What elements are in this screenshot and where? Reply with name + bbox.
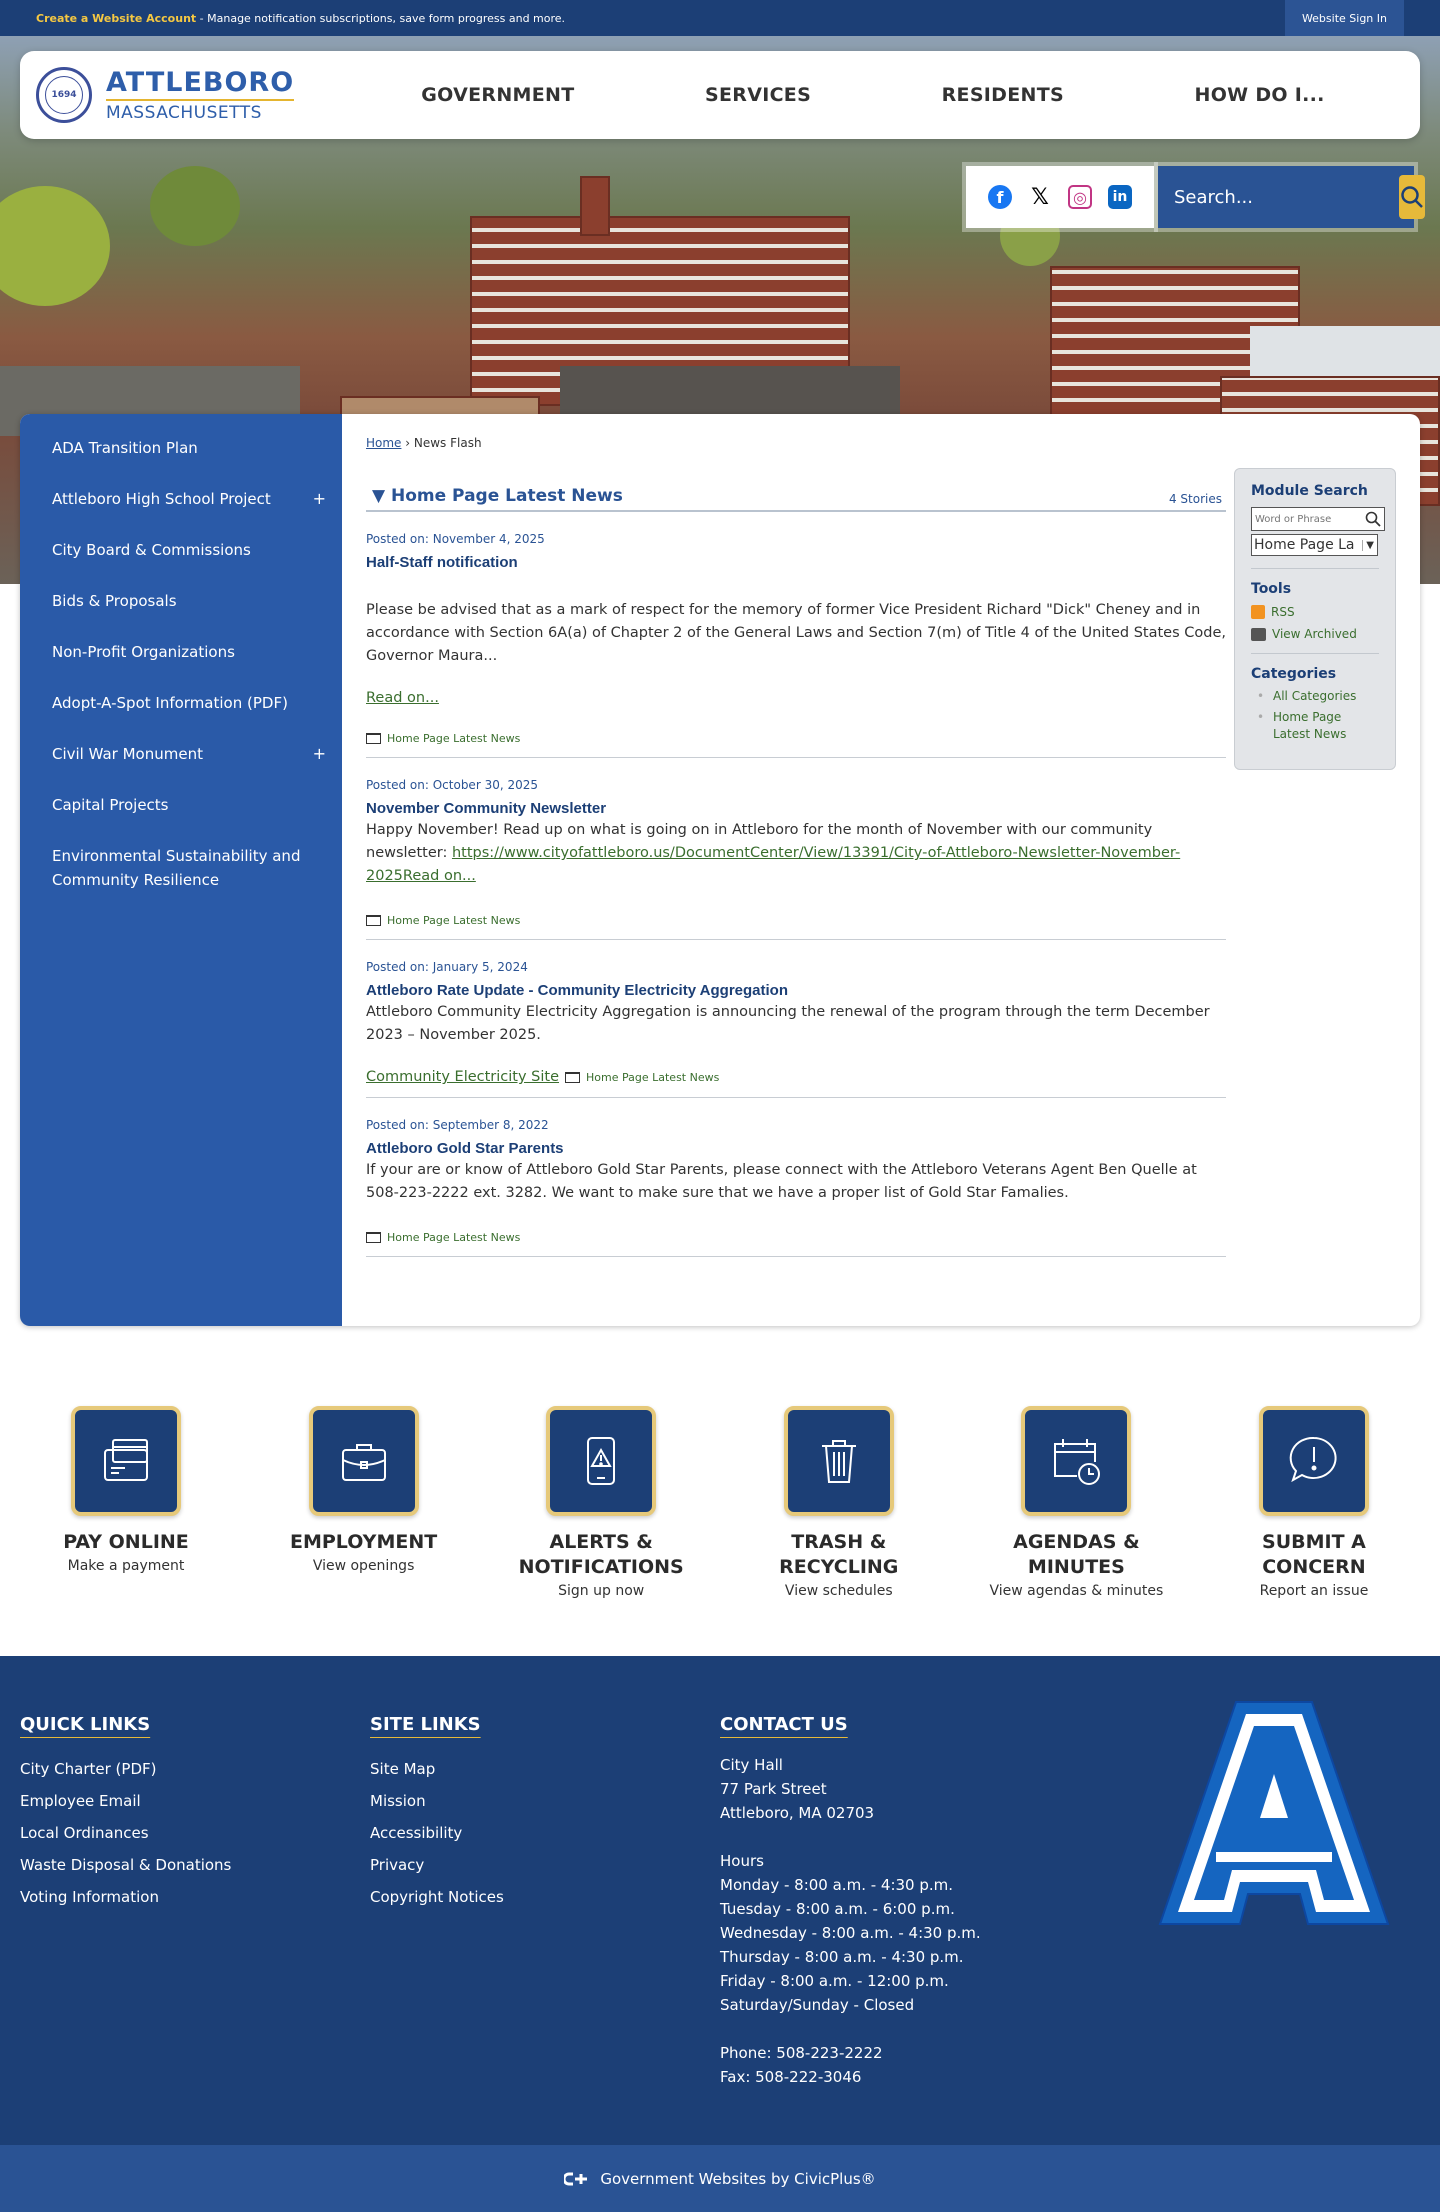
site-footer (0, 1656, 1440, 2145)
contact-spacer (720, 1825, 1120, 1849)
expand-icon[interactable]: + (312, 489, 326, 508)
rss-link[interactable] (1251, 605, 1379, 619)
hero-tree (150, 166, 240, 246)
story-category (366, 1231, 1226, 1244)
main-nav (356, 84, 1420, 106)
sidebar-item-label: Bids & Proposals (52, 592, 177, 610)
tile-employment[interactable] (258, 1406, 470, 1599)
archived-label: View Archived (1272, 627, 1357, 641)
news-story (366, 1098, 1226, 1257)
news-story (366, 940, 1226, 1098)
story-body (366, 819, 1226, 888)
story-category (366, 914, 1226, 927)
tile-subtitle: Sign up now (558, 1583, 645, 1599)
tile-subtitle: Report an issue (1259, 1583, 1369, 1599)
site-links-title: SITE LINKS (370, 1714, 481, 1735)
story-date: Posted on: January 5, 2024 (366, 960, 528, 974)
sidebar-item-label: Adopt-A-Spot Information (PDF) (52, 694, 288, 712)
module-category-select[interactable] (1251, 534, 1378, 556)
tile-title: SUBMIT A CONCERN (1262, 1531, 1366, 1578)
sidebar-item-adopt-a-spot[interactable] (20, 679, 342, 730)
tile-title: PAY ONLINE (63, 1531, 189, 1553)
contact-line: Monday - 8:00 a.m. - 4:30 p.m. (720, 1876, 954, 1894)
category-icon (366, 915, 381, 926)
tile-trash[interactable] (733, 1406, 945, 1599)
divider (1251, 653, 1379, 654)
chat-alert-icon (1259, 1406, 1369, 1516)
site-header (20, 51, 1420, 139)
top-bar (0, 0, 1440, 36)
tile-subtitle: Make a payment (67, 1558, 185, 1574)
news-list (366, 486, 1226, 1257)
quick-access-tiles (0, 1406, 1440, 1599)
category-link[interactable]: Home Page Latest News (586, 1070, 720, 1084)
credit-bar (0, 2145, 1440, 2212)
story-title[interactable]: November Community Newsletter (366, 800, 607, 817)
tile-agendas[interactable] (970, 1406, 1182, 1599)
wallet-icon (71, 1406, 181, 1516)
attleboro-a-logo (1158, 1700, 1390, 1932)
contact-line: Phone: 508-223-2222 (720, 2044, 883, 2062)
breadcrumb-home[interactable]: Home (366, 436, 402, 450)
footer-link[interactable]: Accessibility (370, 1824, 463, 1842)
sidebar-item-high-school[interactable] (20, 475, 342, 526)
footer-link[interactable]: Site Map (370, 1760, 436, 1778)
category-icon (565, 1072, 580, 1083)
hero-rooftop (1250, 326, 1440, 376)
story-body: If your are or know of Attleboro Gold Star Parents, please connect with the Attleboro Veterans Agent Ben Quelle at 508-223-2222 ext. 3282. We want to make sure that we have a proper list of Gold Star Famalies. (366, 1162, 1197, 1201)
contact-line: Attleboro, MA 02703 (720, 1804, 875, 1822)
civicplus-icon (564, 2171, 590, 2187)
newsletter-link[interactable]: https://www.cityofattleboro.us/DocumentCenter/View/13391/City-of-Attleboro-Newsletter-November-2025Read on... (366, 845, 1181, 884)
instagram-icon[interactable]: ◎ (1068, 185, 1092, 209)
footer-link[interactable]: Privacy (370, 1856, 425, 1874)
sidebar-item-boards[interactable] (20, 526, 342, 577)
content-panel (20, 414, 1420, 1326)
select-value: Home Page La (1254, 537, 1355, 553)
tile-title: TRASH & RECYCLING (779, 1531, 899, 1578)
chevron-down-icon: ▼ (1362, 540, 1377, 551)
logo-state: MASSACHUSETTS (106, 103, 262, 123)
news-header (366, 486, 1226, 512)
nav-how-do-i[interactable]: HOW DO I... (1194, 84, 1325, 106)
contact-line: Fax: 508-222-3046 (720, 2068, 862, 2086)
story-date: Posted on: November 4, 2025 (366, 532, 545, 546)
rss-label: RSS (1271, 605, 1295, 619)
module-search-title: Module Search (1251, 483, 1368, 499)
story-title[interactable]: Attleboro Gold Star Parents (366, 1140, 564, 1157)
sidebar-item-civil-war[interactable] (20, 730, 342, 781)
breadcrumb-separator: › (401, 436, 414, 450)
story-footer (366, 1069, 1226, 1085)
sidebar-nav (20, 414, 342, 1326)
site-search (1158, 166, 1414, 228)
module-search-panel (1234, 468, 1396, 770)
contact-line: Thursday - 8:00 a.m. - 4:30 p.m. (720, 1948, 964, 1966)
contact-line: Tuesday - 8:00 a.m. - 6:00 p.m. (720, 1900, 955, 1918)
story-title[interactable]: Attleboro Rate Update - Community Electricity Aggregation (366, 982, 788, 999)
tools-title: Tools (1251, 581, 1292, 597)
sidebar-item-nonprofit[interactable] (20, 628, 342, 679)
divider (1251, 568, 1379, 569)
account-banner-text: - Manage notification subscriptions, save form progress and more. (196, 11, 566, 25)
story-body-text: Happy November! Read up on what is going on in Attleboro for the month of November with our community newsletter: (366, 822, 1153, 861)
category-link[interactable]: Home Page Latest News (387, 1231, 521, 1244)
sign-in-button[interactable]: Website Sign In (1285, 0, 1404, 36)
create-account-link[interactable]: Create a Website Account (36, 11, 197, 25)
logo-text (106, 67, 294, 123)
social-links (966, 166, 1154, 228)
tile-subtitle: View openings (312, 1558, 415, 1574)
tile-subtitle: View schedules (784, 1583, 893, 1599)
category-icon (366, 1232, 381, 1243)
tile-pay-online[interactable] (20, 1406, 232, 1599)
category-icon (366, 733, 381, 744)
sidebar-item-label: Attleboro High School Project (52, 490, 271, 508)
sidebar-item-bids[interactable] (20, 577, 342, 628)
tile-submit-concern[interactable] (1208, 1406, 1420, 1599)
module-search-input[interactable] (1255, 514, 1355, 525)
story-title[interactable]: Half-Staff notification (366, 554, 518, 571)
module-search-box (1251, 507, 1385, 531)
calendar-clock-icon (1021, 1406, 1131, 1516)
category-link[interactable]: Home Page Latest News (387, 732, 521, 745)
x-twitter-icon[interactable]: 𝕏 (1031, 184, 1049, 210)
story-category (366, 732, 1226, 745)
nav-services[interactable]: SERVICES (705, 84, 812, 106)
news-story (366, 512, 1226, 758)
categories-title: Categories (1251, 666, 1337, 682)
expand-icon[interactable]: + (312, 744, 326, 763)
sidebar-item-label: City Board & Commissions (52, 541, 251, 559)
view-archived-link[interactable] (1251, 627, 1379, 641)
linkedin-icon[interactable]: in (1108, 185, 1132, 209)
search-button[interactable] (1399, 175, 1425, 219)
read-on-link[interactable]: Read on... (366, 690, 439, 706)
contact-line: City Hall (720, 1756, 783, 1774)
hero-tree (0, 186, 110, 306)
footer-link[interactable]: Mission (370, 1792, 426, 1810)
site-logo[interactable] (36, 67, 356, 123)
contact-line: Wednesday - 8:00 a.m. - 4:30 p.m. (720, 1924, 981, 1942)
news-section-toggle[interactable]: ▼ Home Page Latest News (372, 486, 623, 506)
breadcrumb (366, 436, 1396, 450)
electricity-site-link[interactable]: Community Electricity Site (366, 1069, 560, 1085)
contact-title: CONTACT US (720, 1714, 848, 1735)
phone-alert-icon (546, 1406, 656, 1516)
tile-subtitle: View agendas & minutes (989, 1583, 1164, 1599)
footer-link[interactable]: Voting Information (20, 1888, 159, 1906)
category-all[interactable]: • All Categories (1251, 688, 1379, 705)
site-links (370, 1714, 720, 2089)
hero-tower (580, 176, 610, 236)
contact-line: Hours (720, 1852, 764, 1870)
contact-line: Saturday/Sunday - Closed (720, 1996, 915, 2014)
footer-link[interactable]: City Charter (PDF) (20, 1760, 157, 1778)
archive-icon (1251, 628, 1266, 641)
contact-line: 77 Park Street (720, 1780, 827, 1798)
account-banner (36, 12, 565, 25)
rss-icon (1251, 605, 1265, 619)
tile-title: ALERTS & NOTIFICATIONS (518, 1531, 684, 1578)
story-date: Posted on: October 30, 2025 (366, 778, 539, 792)
trash-icon (784, 1406, 894, 1516)
tile-title: EMPLOYMENT (289, 1531, 438, 1553)
sidebar-item-label: ADA Transition Plan (52, 439, 198, 457)
tile-title: AGENDAS & MINUTES (1013, 1531, 1140, 1578)
quick-links (20, 1714, 370, 2089)
contact-us (720, 1714, 1120, 2089)
sidebar-item-label: Non-Profit Organizations (52, 643, 235, 661)
nav-government[interactable]: GOVERNMENT (421, 84, 575, 106)
sidebar-item-label: Civil War Monument (52, 745, 203, 763)
category-home-page-news[interactable]: • Home Page Latest News (1251, 709, 1379, 743)
footer-link[interactable]: Copyright Notices (370, 1888, 504, 1906)
search-icon (1399, 184, 1425, 210)
news-story (366, 758, 1226, 940)
briefcase-icon (309, 1406, 419, 1516)
contact-spacer (720, 2017, 1120, 2041)
sidebar-item-capital[interactable] (20, 781, 342, 832)
nav-residents[interactable]: RESIDENTS (941, 84, 1064, 106)
logo-city: ATTLEBORO (106, 67, 294, 101)
quick-links-title: QUICK LINKS (20, 1714, 151, 1735)
story-body: Attleboro Community Electricity Aggregation is announcing the renewal of the program through the term December 2023 – November 2025. (366, 1004, 1210, 1043)
footer-link[interactable]: Employee Email (20, 1792, 141, 1810)
news-main (342, 414, 1420, 1326)
sidebar-item-sustainability[interactable] (20, 832, 342, 904)
search-input[interactable] (1174, 187, 1399, 208)
facebook-icon[interactable]: f (988, 185, 1012, 209)
sidebar-item-label: Environmental Sustainability and Community Resilience (52, 847, 301, 889)
sidebar-item-ada[interactable] (20, 424, 342, 475)
contact-line: Friday - 8:00 a.m. - 12:00 p.m. (720, 1972, 949, 1990)
story-body: Please be advised that as a mark of respect for the memory of former Vice President Richard "Dick" Cheney and in accordance with Section 6A(a) of Chapter 2 of the General Laws and Section 7(m) of Title 4 of the United States Code, Governor Maura... (366, 602, 1226, 664)
category-link[interactable]: Home Page Latest News (387, 914, 521, 927)
story-date: Posted on: September 8, 2022 (366, 1118, 549, 1132)
tile-alerts[interactable] (495, 1406, 707, 1599)
search-icon[interactable] (1365, 511, 1381, 527)
story-category (565, 1071, 719, 1084)
breadcrumb-current: News Flash (413, 436, 482, 450)
footer-link[interactable]: Waste Disposal & Donations (20, 1856, 232, 1874)
sidebar-item-label: Capital Projects (52, 796, 169, 814)
city-seal-icon: 1694 (36, 67, 92, 123)
footer-link[interactable]: Local Ordinances (20, 1824, 149, 1842)
civicplus-link[interactable]: Government Websites by CivicPlus® (600, 2169, 876, 2188)
story-count: 4 Stories (1168, 492, 1222, 506)
